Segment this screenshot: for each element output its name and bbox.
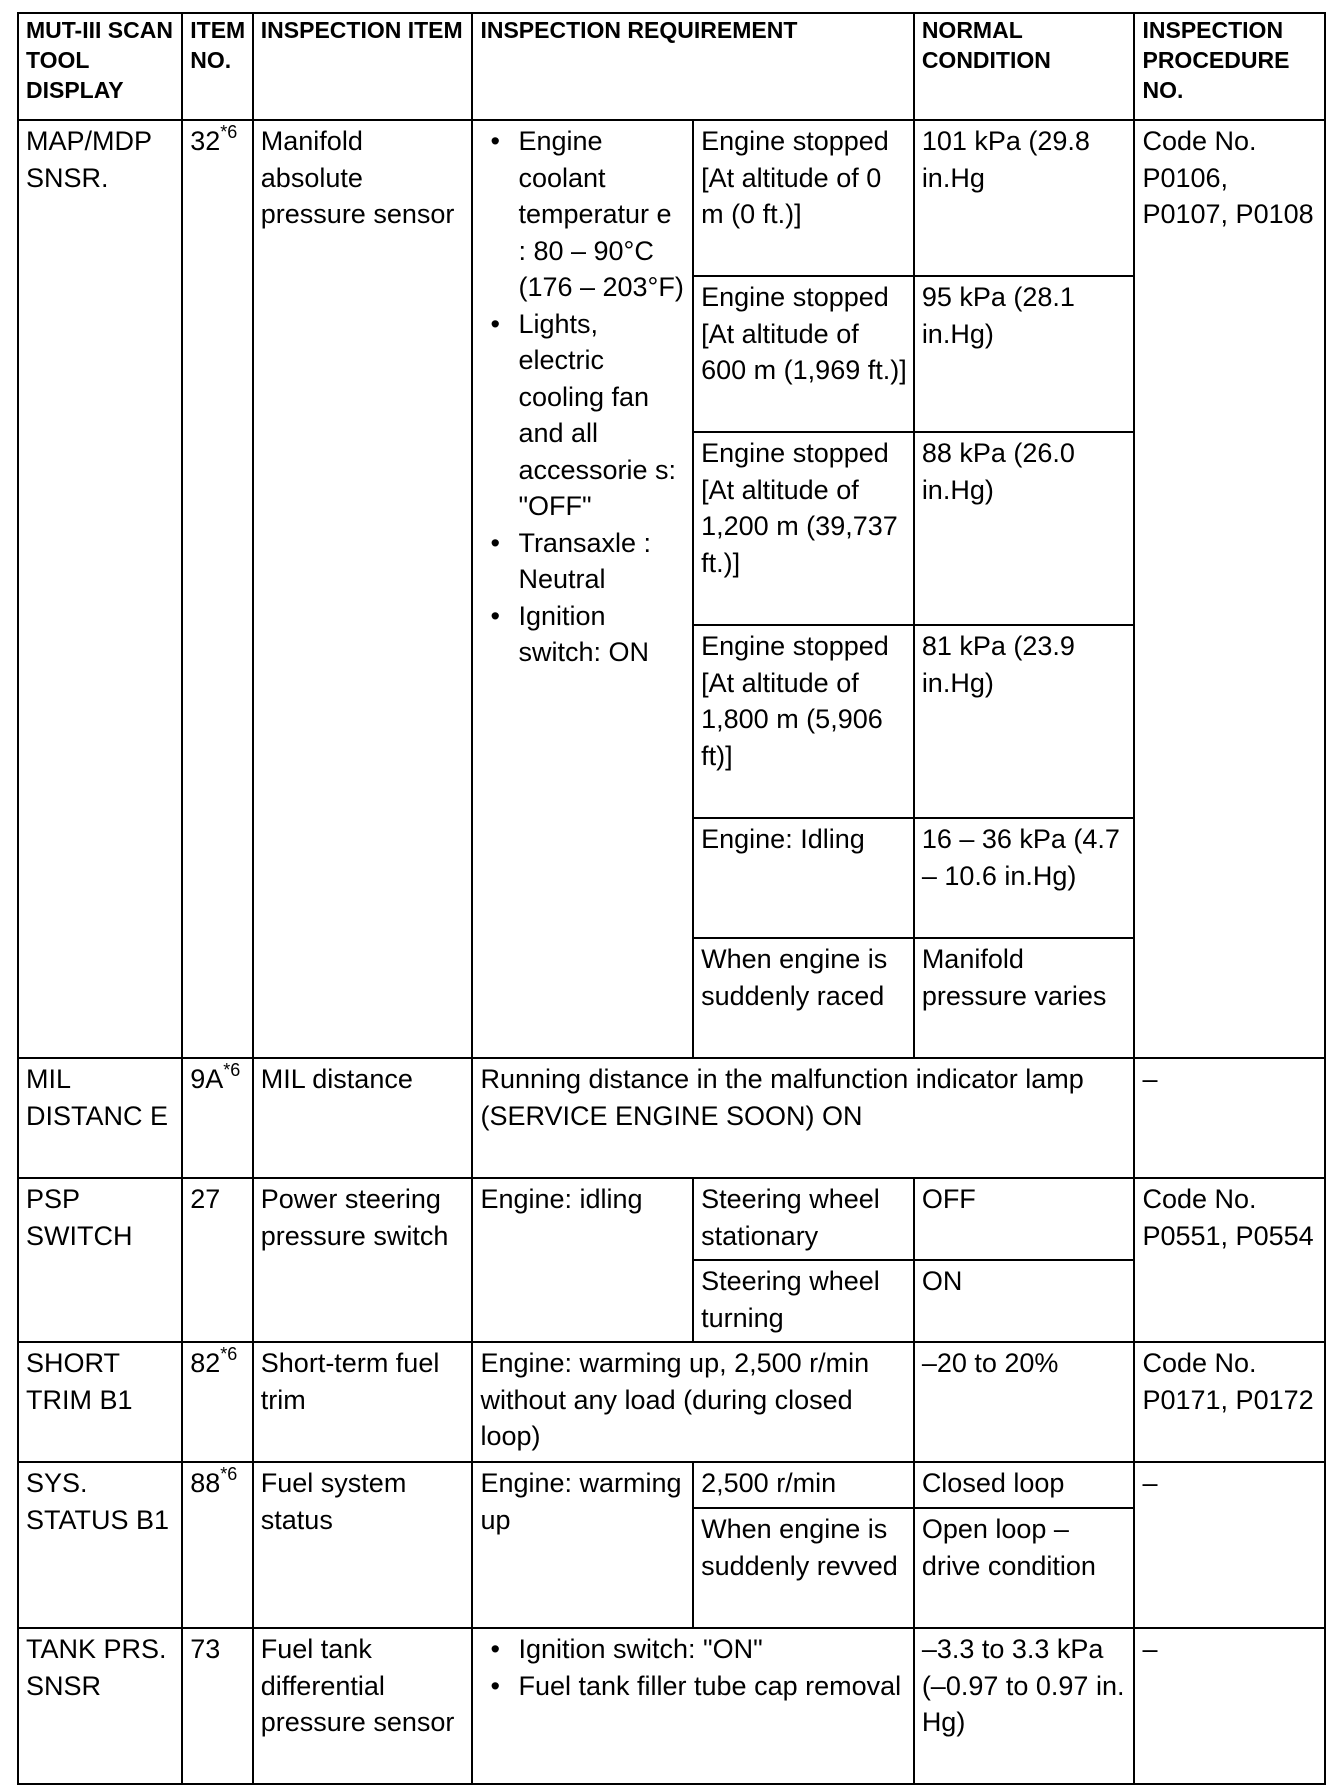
sys-requirement: Engine: warming up <box>472 1462 693 1628</box>
trim-item: Short-term fuel trim <box>253 1342 473 1462</box>
sys-note: *6 <box>220 1464 238 1484</box>
map-display: MAP/MDP SNSR. <box>18 120 182 1058</box>
tank-requirements <box>472 1628 913 1784</box>
psp-normal: ON <box>914 1260 1135 1342</box>
psp-display: PSP SWITCH <box>18 1178 182 1342</box>
psp-cond: Steering wheel turning <box>693 1260 914 1342</box>
mil-item-no: $9A^{*6}$ <box>182 1058 253 1178</box>
trim-requirement: Engine: warming up, 2,500 r/min without any load (during closed loop) <box>472 1342 913 1462</box>
psp-item-no: 27 <box>182 1178 253 1342</box>
trim-procedure: Code No. P0171, P0172 <box>1134 1342 1325 1462</box>
map-normal: 95 kPa (28.1 in.Hg) <box>914 276 1135 432</box>
map-cond: Engine stopped [At altitude of 1,800 m (5,906 ft)] <box>693 625 914 818</box>
map-cond: When engine is suddenly raced <box>693 938 914 1058</box>
header-item: INSPECTION ITEM <box>253 13 473 120</box>
header-requirement: INSPECTION REQUIREMENT <box>472 13 913 120</box>
sys-cond: When engine is suddenly revved <box>693 1508 914 1628</box>
map-normal: 16 – 36 kPa (4.7 – 10.6 in.Hg) <box>914 818 1135 938</box>
map-note: *6 <box>220 122 238 142</box>
table-row <box>18 1462 1325 1508</box>
mil-display: MIL DISTANC E <box>18 1058 182 1178</box>
sys-cond: 2,500 r/min <box>693 1462 914 1508</box>
map-cond: Engine stopped [At altitude of 1,200 m (39,737 ft.)] <box>693 432 914 625</box>
list-item: • Ignition switch: ON <box>480 598 686 671</box>
tank-item-no: 73 <box>182 1628 253 1784</box>
mil-note: *6 <box>223 1060 241 1080</box>
table-row <box>18 1628 1325 1784</box>
psp-cond: Steering wheel stationary <box>693 1178 914 1260</box>
header-row <box>18 13 1325 120</box>
table-row <box>18 1342 1325 1462</box>
tank-item: Fuel tank differential pressure sensor <box>253 1628 473 1784</box>
sys-item-no: 88$^{*6}$ <box>182 1462 253 1628</box>
header-normal: NORMAL CONDITION <box>914 13 1135 120</box>
trim-note: *6 <box>220 1344 238 1364</box>
trim-item-no: 82$^{*6}$ <box>182 1342 253 1462</box>
psp-procedure: Code No. P0551, P0554 <box>1134 1178 1325 1342</box>
list-item: • Engine coolant temperatur e : 80 – 90°C (176 – 203°F) <box>480 123 686 306</box>
psp-item: Power steering pressure switch <box>253 1178 473 1342</box>
map-item: Manifold absolute pressure sensor <box>253 120 473 1058</box>
trim-display: SHORT TRIM B1 <box>18 1342 182 1462</box>
psp-requirement: Engine: idling <box>472 1178 693 1342</box>
sys-display: SYS. STATUS B1 <box>18 1462 182 1628</box>
map-procedure: Code No. P0106, P0107, P0108 <box>1134 120 1325 1058</box>
sys-procedure: – <box>1134 1462 1325 1628</box>
trim-normal: –20 to 20% <box>914 1342 1135 1462</box>
mil-item: MIL distance <box>253 1058 473 1178</box>
inspection-table <box>17 12 1326 1785</box>
tank-procedure: – <box>1134 1628 1325 1784</box>
map-normal: 88 kPa (26.0 in.Hg) <box>914 432 1135 625</box>
table-row <box>18 1058 1325 1178</box>
tank-normal: –3.3 to 3.3 kPa (–0.97 to 0.97 in. Hg) <box>914 1628 1135 1784</box>
map-normal: Manifold pressure varies <box>914 938 1135 1058</box>
map-cond: Engine: Idling <box>693 818 914 938</box>
list-item: • Fuel tank filler tube cap removal <box>480 1668 906 1705</box>
list-item: • Lights, electric cooling fan and all accessorie s: "OFF" <box>480 306 686 525</box>
map-normal: 101 kPa (29.8 in.Hg <box>914 120 1135 276</box>
header-display: MUT-III SCAN TOOL DISPLAY <box>18 13 182 120</box>
map-requirements <box>472 120 693 1058</box>
list-item: • Ignition switch: "ON" <box>480 1631 906 1668</box>
table-row <box>18 1178 1325 1260</box>
tank-display: TANK PRS. SNSR <box>18 1628 182 1784</box>
header-item-no: ITEM NO. <box>182 13 253 120</box>
sys-item: Fuel system status <box>253 1462 473 1628</box>
list-item: • Transaxle : Neutral <box>480 525 686 598</box>
map-cond: Engine stopped [At altitude of 0 m (0 ft.)] <box>693 120 914 276</box>
map-item-no: 32$^{*6}$ <box>182 120 253 1058</box>
map-cond: Engine stopped [At altitude of 600 m (1,969 ft.)] <box>693 276 914 432</box>
header-procedure: INSPECTION PROCEDURE NO. <box>1134 13 1325 120</box>
psp-normal: OFF <box>914 1178 1135 1260</box>
table-row <box>18 120 1325 276</box>
map-normal: 81 kPa (23.9 in.Hg) <box>914 625 1135 818</box>
mil-requirement: Running distance in the malfunction indicator lamp (SERVICE ENGINE SOON) ON <box>472 1058 1134 1178</box>
mil-procedure: – <box>1134 1058 1325 1178</box>
sys-normal: Closed loop <box>914 1462 1135 1508</box>
sys-normal: Open loop – drive condition <box>914 1508 1135 1628</box>
